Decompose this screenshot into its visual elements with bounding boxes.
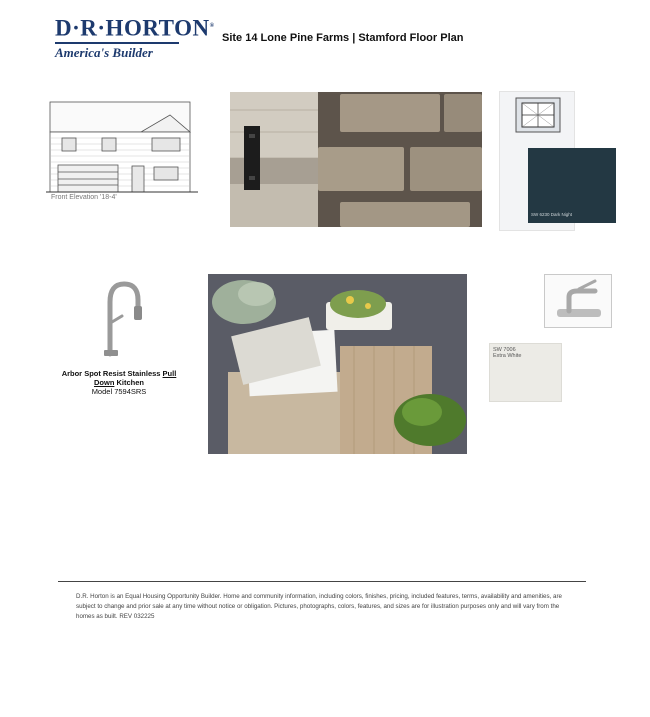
interior-finishes-board [208,274,467,454]
front-door-image [500,92,574,152]
kitchen-faucet-name-line2: Down Kitchen [93,378,144,387]
kitchen-faucet-description [54,369,184,396]
bath-faucet-image [544,274,612,328]
elevation-caption: Front Elevation '18-4' [51,194,117,201]
drhorton-logo [55,14,215,60]
paint-code: SW 7006 [493,347,516,353]
paint-name: Extra White [493,353,522,359]
footer-divider [58,581,586,582]
front-elevation-drawing [46,98,198,206]
logo-wordmark: D·R·HORTON® [55,15,215,41]
kitchen-faucet-model: Model 7594SRS [91,387,147,396]
footer-disclaimer: D.R. Horton is an Equal Housing Opportunity Builder. Home and community information, including colors, finishes, pricing, included features, terms, availability and amenities, are subject to change and prior sale at any time without notice or obligation. Pictures, photographs, colors, features, and sizes are for illustration purposes only and will vary from the homes as built. REV 032225 [76,593,562,620]
logo-tagline: America's Builder [55,44,153,60]
door-color-label: SW 6230 Dark Night [531,212,573,217]
exterior-materials-photo [230,92,482,227]
page-title: Site 14 Lone Pine Farms | Stamford Floor Plan [222,32,464,44]
kitchen-faucet-image [88,278,148,358]
logo-rule [55,42,179,44]
kitchen-faucet-name: Arbor Spot Resist Stainless Pull [61,369,177,378]
